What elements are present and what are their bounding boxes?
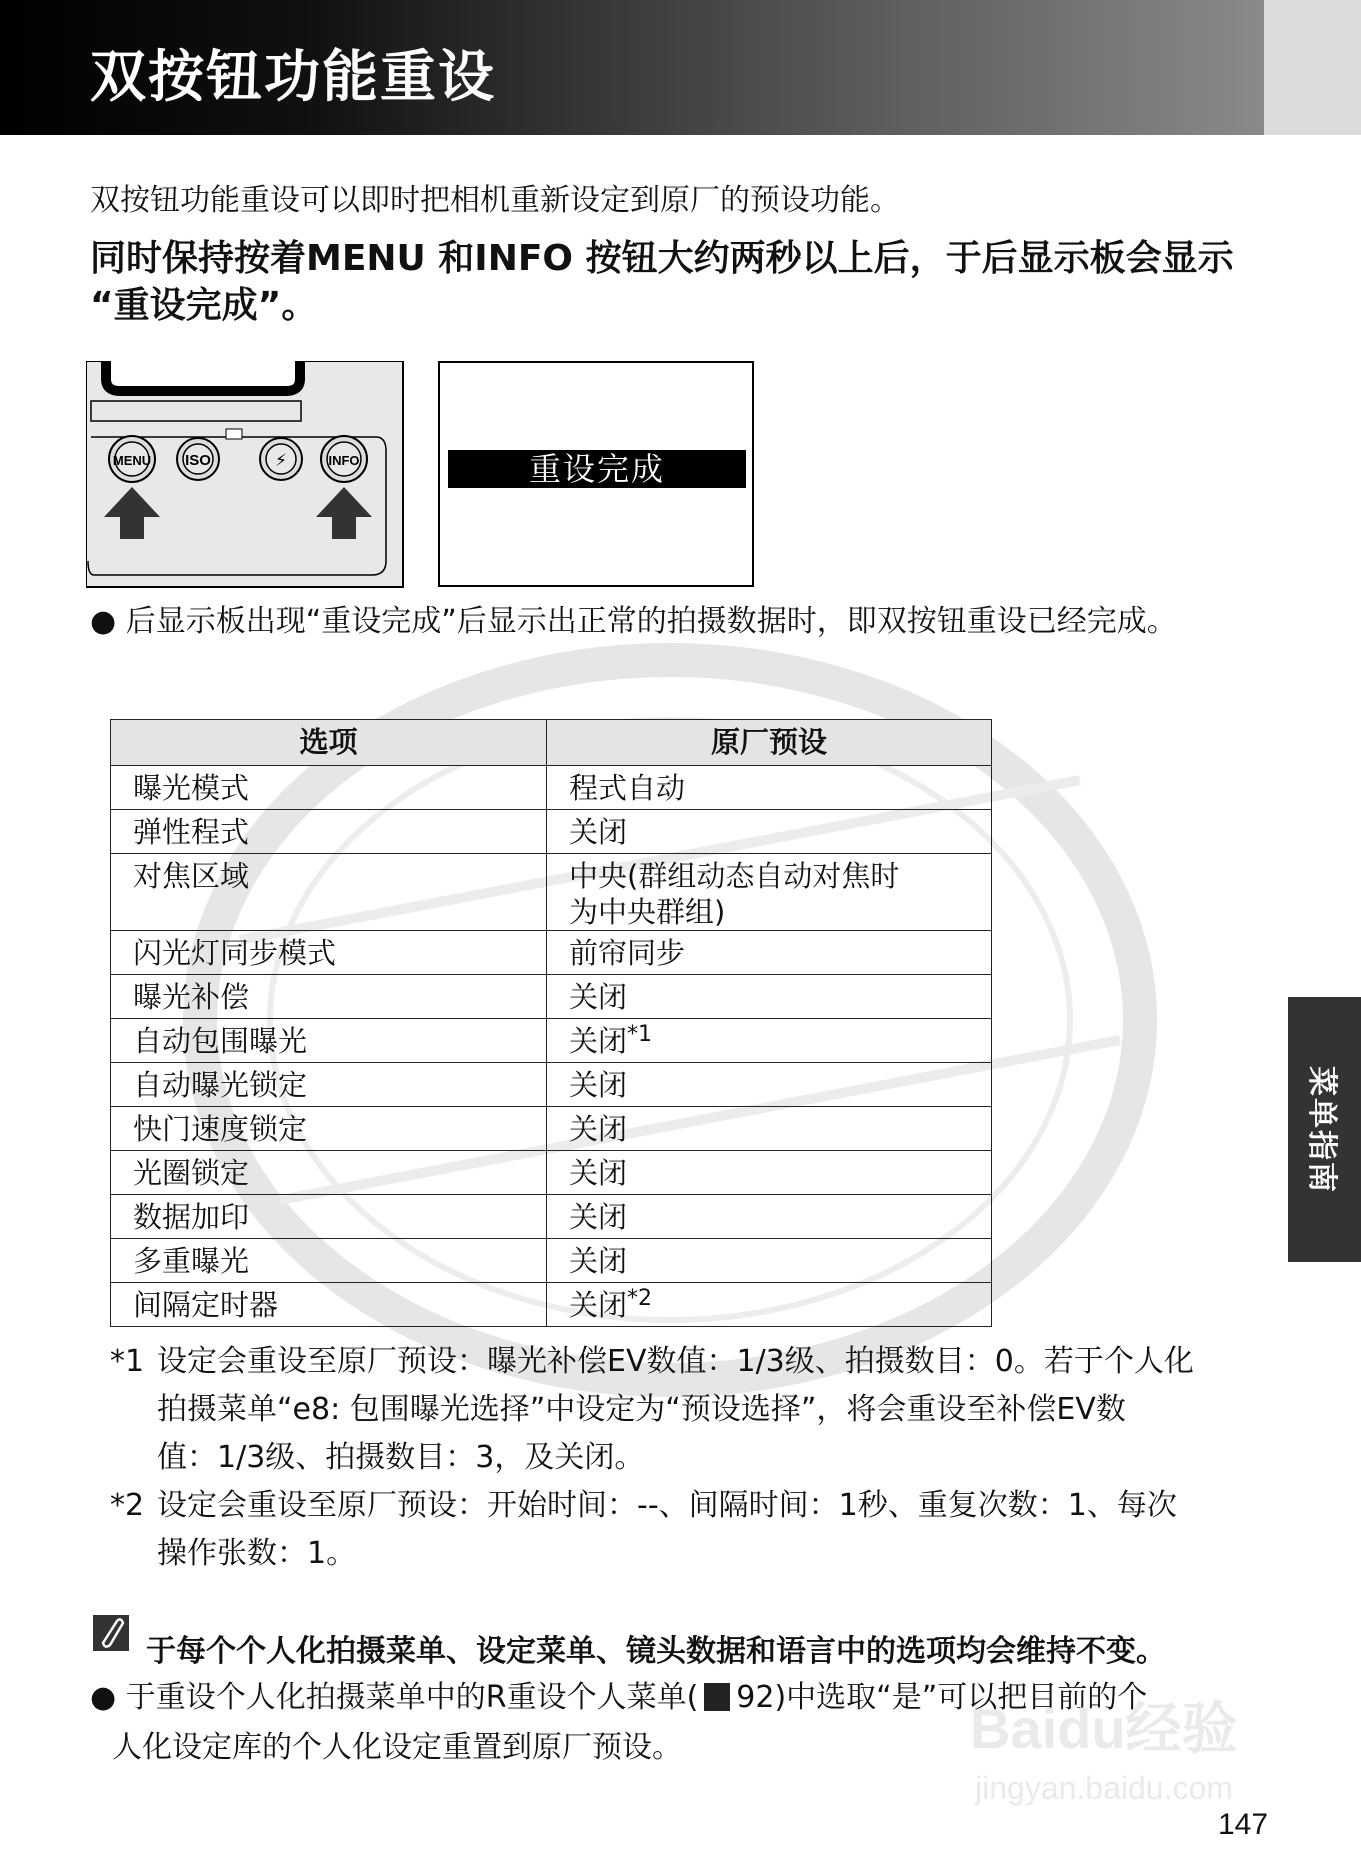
svg-text:INFO: INFO [328, 453, 360, 468]
bullet-icon: ● [90, 1680, 126, 1715]
option-cell: 曝光模式 [111, 766, 547, 810]
option-cell: 自动包围曝光 [111, 1019, 547, 1063]
default-value: 关闭 [569, 1244, 628, 1278]
default-cell [547, 766, 992, 810]
default-value: 关闭 [569, 1288, 628, 1322]
footnote-2-line: 设定会重设至原厂预设：开始时间：--、间隔时间：1秒、重复次数：1、每次 [157, 1488, 1177, 1523]
note-heading: 于每个个人化拍摄菜单、设定菜单、镜头数据和语言中的选项均会维持不变。 [146, 1634, 1166, 1669]
bullet-text: 后显示板出现“重设完成”后显示出正常的拍摄数据时，即双按钮重设已经完成。 [125, 604, 1177, 639]
table-header-row [111, 720, 992, 766]
default-value: 为中央群组) [569, 895, 726, 929]
option-cell: 光圈锁定 [111, 1151, 547, 1195]
table-row [111, 1063, 992, 1107]
svg-text:MENU: MENU [112, 453, 152, 468]
page-number: 147 [1218, 1808, 1269, 1841]
option-cell: 曝光补偿 [111, 975, 547, 1019]
option-cell: 自动曝光锁定 [111, 1063, 547, 1107]
table-row [111, 1151, 992, 1195]
option-cell: 间隔定时器 [111, 1283, 547, 1327]
option-cell: 弹性程式 [111, 810, 547, 854]
lcd-reset-message: 重设完成 [448, 450, 746, 488]
default-cell [547, 810, 992, 854]
default-value: 程式自动 [569, 771, 686, 805]
default-cell [547, 1151, 992, 1195]
option-cell: 快门速度锁定 [111, 1107, 547, 1151]
default-value: 关闭 [569, 1156, 628, 1190]
default-cell [547, 1283, 992, 1327]
table-row [111, 766, 992, 810]
defaults-table [110, 719, 992, 1327]
default-cell [547, 1239, 992, 1283]
table-row [111, 975, 992, 1019]
header-strip [1264, 0, 1361, 135]
table-row [111, 810, 992, 854]
column-header: 原厂预设 [547, 720, 992, 766]
option-cell: 数据加印 [111, 1195, 547, 1239]
svg-text:ISO: ISO [185, 452, 211, 469]
menu-button [109, 436, 155, 482]
option-cell: 多重曝光 [111, 1239, 547, 1283]
note-bullet-line-2: 人化设定库的个人化设定重置到原厂预设。 [112, 1730, 682, 1765]
column-header: 选项 [111, 720, 547, 766]
camera-buttons-illustration [86, 361, 404, 588]
baidu-watermark: Baidu经验 [970, 1697, 1238, 1760]
table-row [111, 1107, 992, 1151]
footnote-1-line: 拍摄菜单“e8: 包围曝光选择”中设定为“预设选择”，将会重设至补偿EV数 [157, 1392, 1126, 1427]
page-ref-icon [704, 1683, 730, 1711]
baidu-watermark-url: jingyan.baidu.com [975, 1770, 1233, 1806]
instruction-line-2: “重设完成”。 [90, 285, 318, 326]
table-row [111, 1239, 992, 1283]
section-tab-menu-guide[interactable] [1288, 997, 1361, 1262]
info-button [321, 436, 367, 482]
iso-button [177, 438, 219, 480]
default-value: 关闭 [569, 1068, 628, 1102]
bullet-icon: ● [90, 604, 126, 639]
default-cell [547, 854, 992, 931]
section-tab-label: 菜单指南 [1303, 1065, 1339, 1194]
table-row [111, 854, 992, 931]
default-value: 关闭 [569, 1200, 628, 1234]
note-pencil-icon [93, 1615, 129, 1651]
footnote-mark: *2 [627, 1286, 653, 1311]
instruction-line-1: 同时保持按着MENU 和INFO 按钮大约两秒以上后，于后显示板会显示 [90, 238, 1234, 279]
note-text: )中选取“是”可以把目前的个 [774, 1680, 1148, 1715]
table-row [111, 931, 992, 975]
option-cell: 闪光灯同步模式 [111, 931, 547, 975]
footnote-1-mark: *1 [110, 1344, 145, 1379]
default-cell [547, 1019, 992, 1063]
table-row [111, 1283, 992, 1327]
intro-text: 双按钮功能重设可以即时把相机重新设定到原厂的预设功能。 [90, 183, 900, 218]
default-value: 中央(群组动态自动对焦时 [569, 859, 900, 893]
flash-button [260, 438, 302, 480]
table-row [111, 1195, 992, 1239]
default-value: 前帘同步 [569, 936, 686, 970]
option-cell: 对焦区域 [111, 854, 547, 931]
note-text: 于重设个人化拍摄菜单中的R重设个人菜单( [125, 1680, 699, 1715]
bullet-note [90, 604, 1177, 640]
table-row [111, 1019, 992, 1063]
default-cell [547, 1107, 992, 1151]
footnote-2-line: 操作张数：1。 [157, 1536, 357, 1571]
lcd-display [438, 361, 754, 587]
default-value: 关闭 [569, 815, 628, 849]
default-cell [547, 1063, 992, 1107]
footnote-1-line: 设定会重设至原厂预设：曝光补偿EV数值：1/3级、拍摄数目：0。若于个人化 [157, 1344, 1194, 1379]
default-cell [547, 1195, 992, 1239]
default-value: 关闭 [569, 980, 628, 1014]
footnote-2-mark: *2 [110, 1488, 145, 1523]
page-ref: 92 [736, 1680, 775, 1715]
page-title: 双按钮功能重设 [90, 45, 496, 110]
footnote-mark: *1 [627, 1022, 653, 1047]
default-cell [547, 931, 992, 975]
svg-text:⚡: ⚡ [275, 451, 287, 471]
footnote-1-line: 值：1/3级、拍摄数目：3，及关闭。 [157, 1440, 645, 1475]
default-value: 关闭 [569, 1024, 628, 1058]
default-value: 关闭 [569, 1112, 628, 1146]
default-cell [547, 975, 992, 1019]
